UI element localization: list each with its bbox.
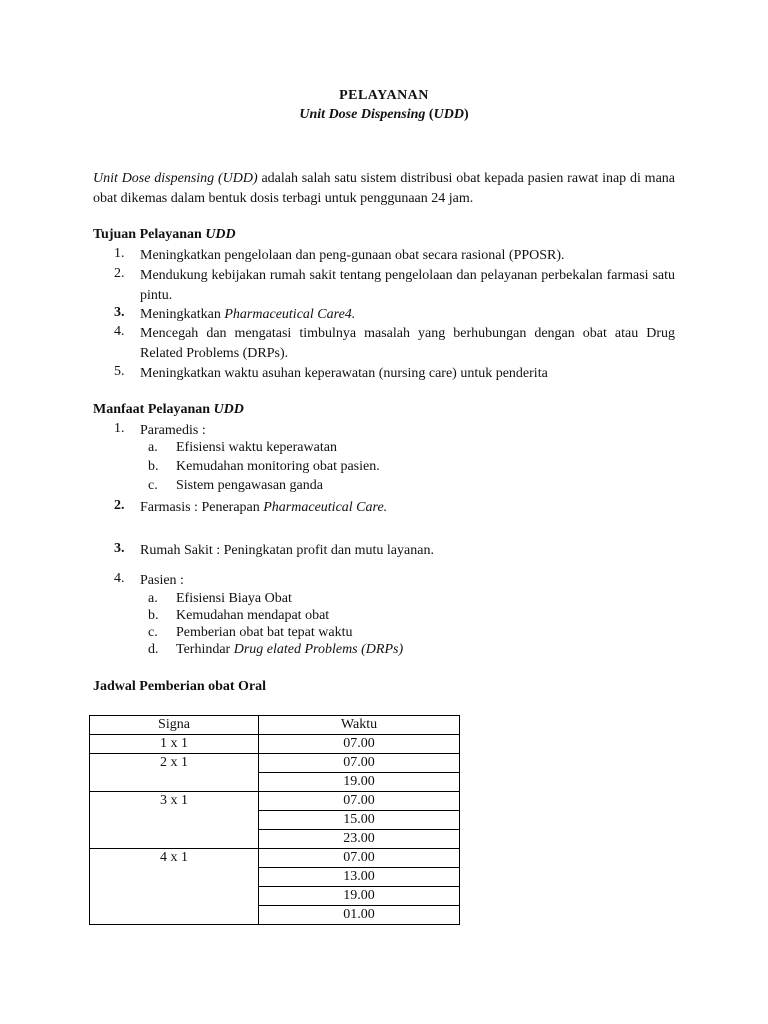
paramedis-letter-b: b. [148, 459, 159, 474]
paramedis-letter-a: a. [148, 440, 158, 455]
tujuan-item-1: Meningkatkan pengelolaan dan peng-gunaan obat secara rasional (PPOSR). [140, 248, 565, 263]
tujuan-num-2: 2. [114, 266, 125, 281]
intro-paragraph [93, 169, 675, 209]
waktu-cell: 13.00 [259, 868, 460, 887]
page-subtitle [0, 107, 768, 123]
signa-cell: 4 x 1 [90, 849, 259, 925]
pasien-letter-a: a. [148, 591, 158, 606]
tujuan-heading-text: Tujuan Pelayanan [93, 227, 202, 242]
waktu-cell: 15.00 [259, 811, 460, 830]
manfaat-num-3: 3. [114, 541, 125, 556]
pasien-letter-b: b. [148, 608, 159, 623]
waktu-cell: 19.00 [259, 773, 460, 792]
manfaat-heading [93, 402, 244, 418]
manfaat-num-1: 1. [114, 421, 125, 436]
tujuan-num-5: 5. [114, 364, 125, 379]
tujuan-item-4: Mencegah dan mengatasi timbulnya masalah yang berhubungan dengan obat atau Drug Related Problems (DRPs). [140, 326, 675, 361]
pasien-letter-d: d. [148, 642, 159, 657]
intro-term: Unit Dose dispensing (UDD) [93, 171, 258, 186]
table-row [90, 754, 460, 773]
tujuan-heading [93, 227, 236, 243]
waktu-cell: 23.00 [259, 830, 460, 849]
manfaat-num-4: 4. [114, 571, 125, 586]
subtitle-italic: Unit Dose Dispensing [299, 107, 426, 122]
jadwal-heading: Jadwal Pemberian obat Oral [93, 679, 267, 694]
waktu-cell: 07.00 [259, 735, 460, 754]
tujuan-num-1: 1. [114, 246, 125, 261]
paramedis-sub-a: Efisiensi waktu keperawatan [176, 440, 337, 455]
farmasis-text: Farmasis : Penerapan [140, 500, 260, 515]
manfaat-num-2: 2. [114, 498, 125, 513]
table-header-signa: Signa [90, 716, 259, 735]
manfaat-rumah-sakit: Rumah Sakit : Peningkatan profit dan mutu layanan. [140, 543, 434, 558]
subtitle-close-paren: ) [463, 107, 469, 122]
pasien-sub-d-italic: Drug elated Problems (DRPs) [233, 642, 404, 657]
tujuan-item-3-text: Meningkatkan [140, 307, 221, 322]
tujuan-item-5: Meningkatkan waktu asuhan keperawatan (nursing care) untuk penderita [140, 366, 548, 381]
pasien-sub-d [176, 642, 403, 658]
waktu-cell: 19.00 [259, 887, 460, 906]
schedule-table [89, 715, 460, 925]
waktu-cell: 07.00 [259, 849, 460, 868]
farmasis-italic: Pharmaceutical Care. [263, 500, 388, 515]
manfaat-heading-text: Manfaat Pelayanan [93, 402, 211, 417]
table-row [90, 849, 460, 868]
signa-cell: 3 x 1 [90, 792, 259, 849]
pasien-sub-c: Pemberian obat bat tepat waktu [176, 625, 353, 640]
subtitle-code: UDD [433, 107, 464, 122]
pasien-letter-c: c. [148, 625, 158, 640]
tujuan-item-2: Mendukung kebijakan rumah sakit tentang pengelolaan dan pelayanan perbekalan farmasi satu pintu. [140, 268, 675, 303]
waktu-cell: 07.00 [259, 792, 460, 811]
tujuan-item-3-italic: Pharmaceutical Care4. [224, 307, 356, 322]
table-row [90, 735, 460, 754]
pasien-sub-a: Efisiensi Biaya Obat [176, 591, 292, 606]
table-header-row [90, 716, 460, 735]
paramedis-letter-c: c. [148, 478, 158, 493]
intro-text: adalah salah satu sistem distribusi obat kepada pasien rawat inap di mana obat dikemas dalam bentuk dosis terbagi untuk penggunaan 24 jam. [93, 171, 676, 206]
signa-cell: 1 x 1 [90, 735, 259, 754]
pasien-sub-b: Kemudahan mendapat obat [176, 608, 330, 623]
manfaat-paramedis: Paramedis : [140, 423, 206, 438]
paramedis-sub-c: Sistem pengawasan ganda [176, 478, 323, 493]
waktu-cell: 01.00 [259, 906, 460, 925]
table-row [90, 792, 460, 811]
table-header-waktu: Waktu [259, 716, 460, 735]
manfaat-farmasis [140, 498, 675, 518]
manfaat-heading-italic: UDD [213, 402, 244, 417]
page-title: PELAYANAN [339, 88, 429, 103]
pasien-sub-d-text: Terhindar [176, 642, 231, 657]
tujuan-num-4: 4. [114, 324, 125, 339]
waktu-cell: 07.00 [259, 754, 460, 773]
tujuan-item-3 [140, 305, 675, 325]
signa-cell: 2 x 1 [90, 754, 259, 792]
subtitle-open-paren: ( [428, 107, 434, 122]
manfaat-pasien: Pasien : [140, 573, 184, 588]
tujuan-heading-italic: UDD [205, 227, 236, 242]
tujuan-num-3: 3. [114, 305, 125, 320]
paramedis-sub-b: Kemudahan monitoring obat pasien. [176, 459, 380, 474]
